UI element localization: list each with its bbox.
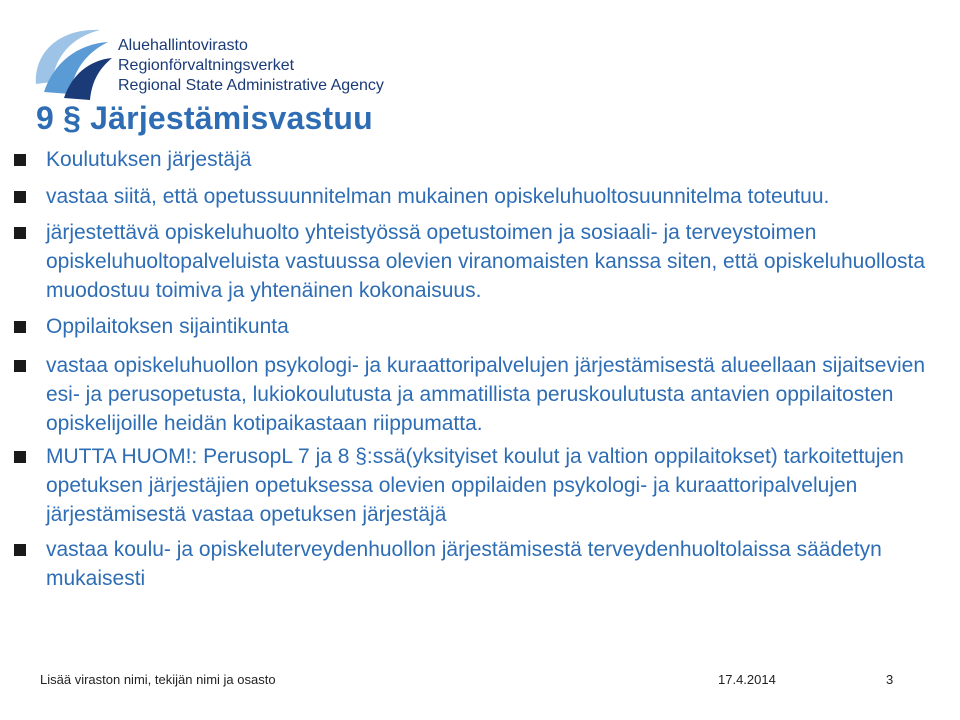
bullet-marker	[14, 227, 26, 239]
page-number: 3	[886, 672, 894, 687]
bullet-text: vastaa siitä, että opetussuunnitelman mukainen opiskeluhuoltosuunnitelma toteutuu.	[46, 185, 830, 208]
logo-text-fi: Aluehallintovirasto	[118, 37, 248, 54]
bullet-marker	[14, 154, 26, 166]
bullet-marker	[14, 360, 26, 372]
bullet-text: vastaa opiskeluhuollon psykologi- ja kuraattoripalvelujen järjestämisestä alueellaan sijaitsevien esi- ja perusopetusta, lukiokoulutusta ja ammatillista peruskoulutusta antavien oppilaitosten opiskelijoille heidän kotipaikastaan riippumatta.	[46, 354, 925, 435]
logo-emblem-icon	[30, 22, 114, 102]
footer-date: 17.4.2014	[718, 672, 776, 687]
bullet-text: järjestettävä opiskeluhuolto yhteistyössä opetustoimen ja sosiaali- ja terveystoimen opiskeluhuoltopalveluista vastuussa olevien viranomaisten kanssa siten, että opiskeluhuollosta muodostuu toimiva ja yhtenäinen kokonaisuus.	[46, 221, 926, 302]
bullet-text: MUTTA HUOM!: PerusopL 7 ja 8 §:ssä(yksityiset koulut ja valtion oppilaitokset) tarkoitettujen opetuksen järjestäjien opetuksessa olevien oppilaiden psykologi- ja kuraattoripalvelujen järjestämisestä vastaa opetuksen järjestäjä	[46, 445, 904, 526]
logo-text-sv: Regionförvaltningsverket	[118, 57, 295, 74]
slide-title: 9 § Järjestämisvastuu	[36, 100, 373, 136]
logo-text-en: Regional State Administrative Agency	[118, 77, 384, 94]
bullet-marker	[14, 321, 26, 333]
slide-footer	[0, 672, 960, 690]
bullet-marker	[14, 191, 26, 203]
bullet-text: vastaa koulu- ja opiskeluterveydenhuollon järjestämisestä terveydenhuoltolaissa säädetyn mukaisesti	[46, 538, 882, 590]
agency-logo	[30, 22, 384, 102]
footer-organization: Lisää viraston nimi, tekijän nimi ja osasto	[40, 672, 276, 687]
bullet-text: Oppilaitoksen sijaintikunta	[46, 315, 289, 338]
bullet-marker	[14, 451, 26, 463]
bullet-text: Koulutuksen järjestäjä	[46, 148, 252, 171]
bullet-marker	[14, 544, 26, 556]
